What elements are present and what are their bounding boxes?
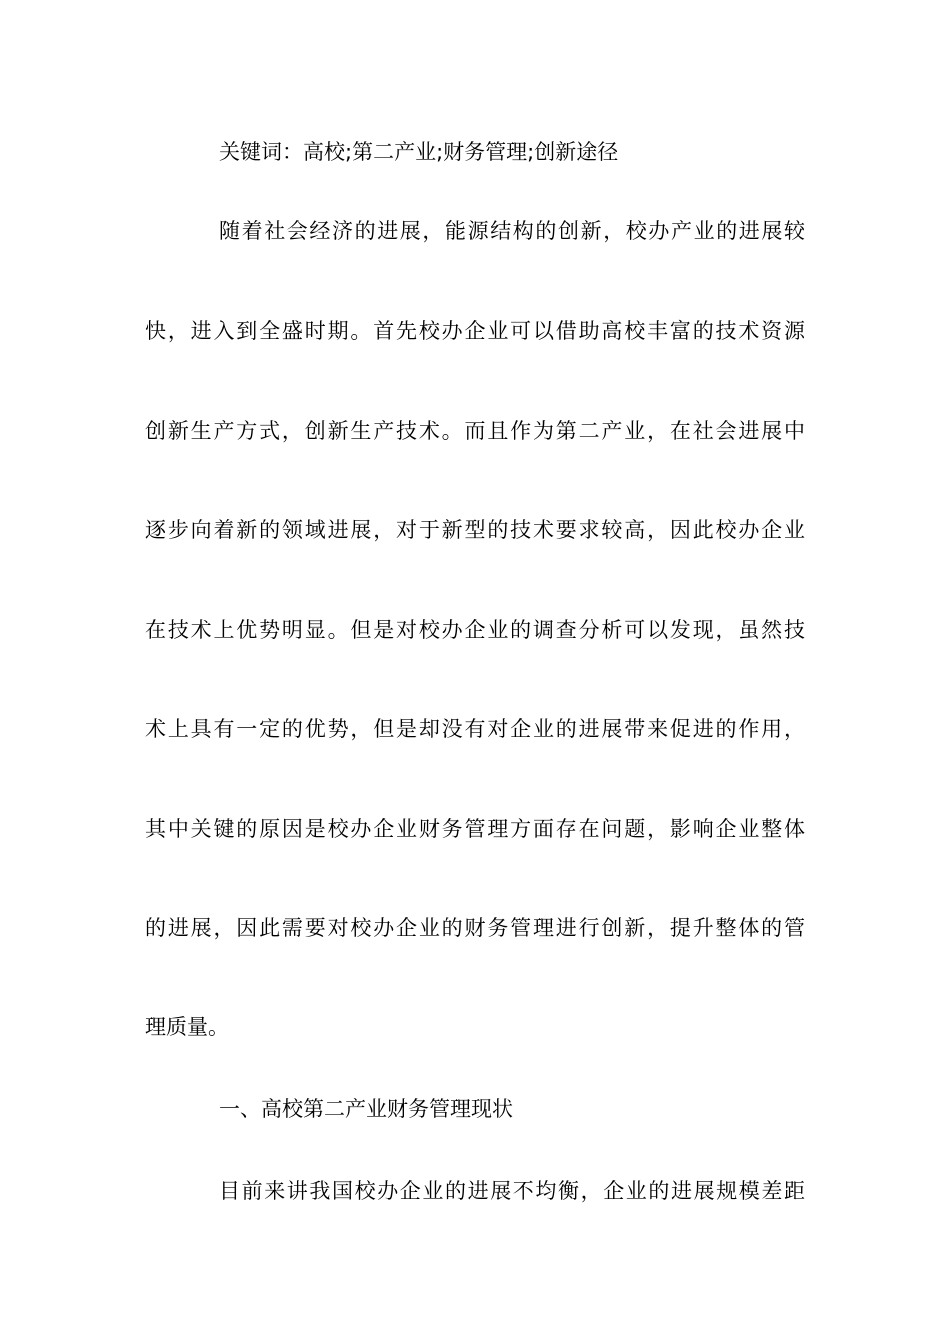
paragraph-line: 快，进入到全盛时期。首先校办企业可以借助高校丰富的技术资源 [145, 319, 805, 343]
paragraph-line: 理质量。 [145, 1015, 229, 1039]
keywords-line: 关键词：高校;第二产业;财务管理;创新途径 [219, 140, 619, 164]
paragraph-line: 在技术上优势明显。但是对校办企业的调查分析可以发现，虽然技 [145, 618, 805, 642]
paragraph-line: 术上具有一定的优势，但是却没有对企业的进展带来促进的作用， [145, 717, 805, 741]
paragraph-line: 随着社会经济的进展，能源结构的创新，校办产业的进展较 [219, 219, 805, 243]
paragraph-line: 的进展，因此需要对校办企业的财务管理进行创新，提升整体的管 [145, 916, 805, 940]
section-heading: 一、高校第二产业财务管理现状 [219, 1097, 513, 1121]
paragraph-line: 其中关键的原因是校办企业财务管理方面存在问题，影响企业整体 [145, 817, 805, 841]
paragraph-line: 目前来讲我国校办企业的进展不均衡，企业的进展规模差距 [219, 1179, 805, 1203]
paragraph-line: 创新生产方式，创新生产技术。而且作为第二产业，在社会进展中 [145, 419, 805, 443]
paragraph-line: 逐步向着新的领域进展，对于新型的技术要求较高，因此校办企业 [145, 518, 805, 542]
